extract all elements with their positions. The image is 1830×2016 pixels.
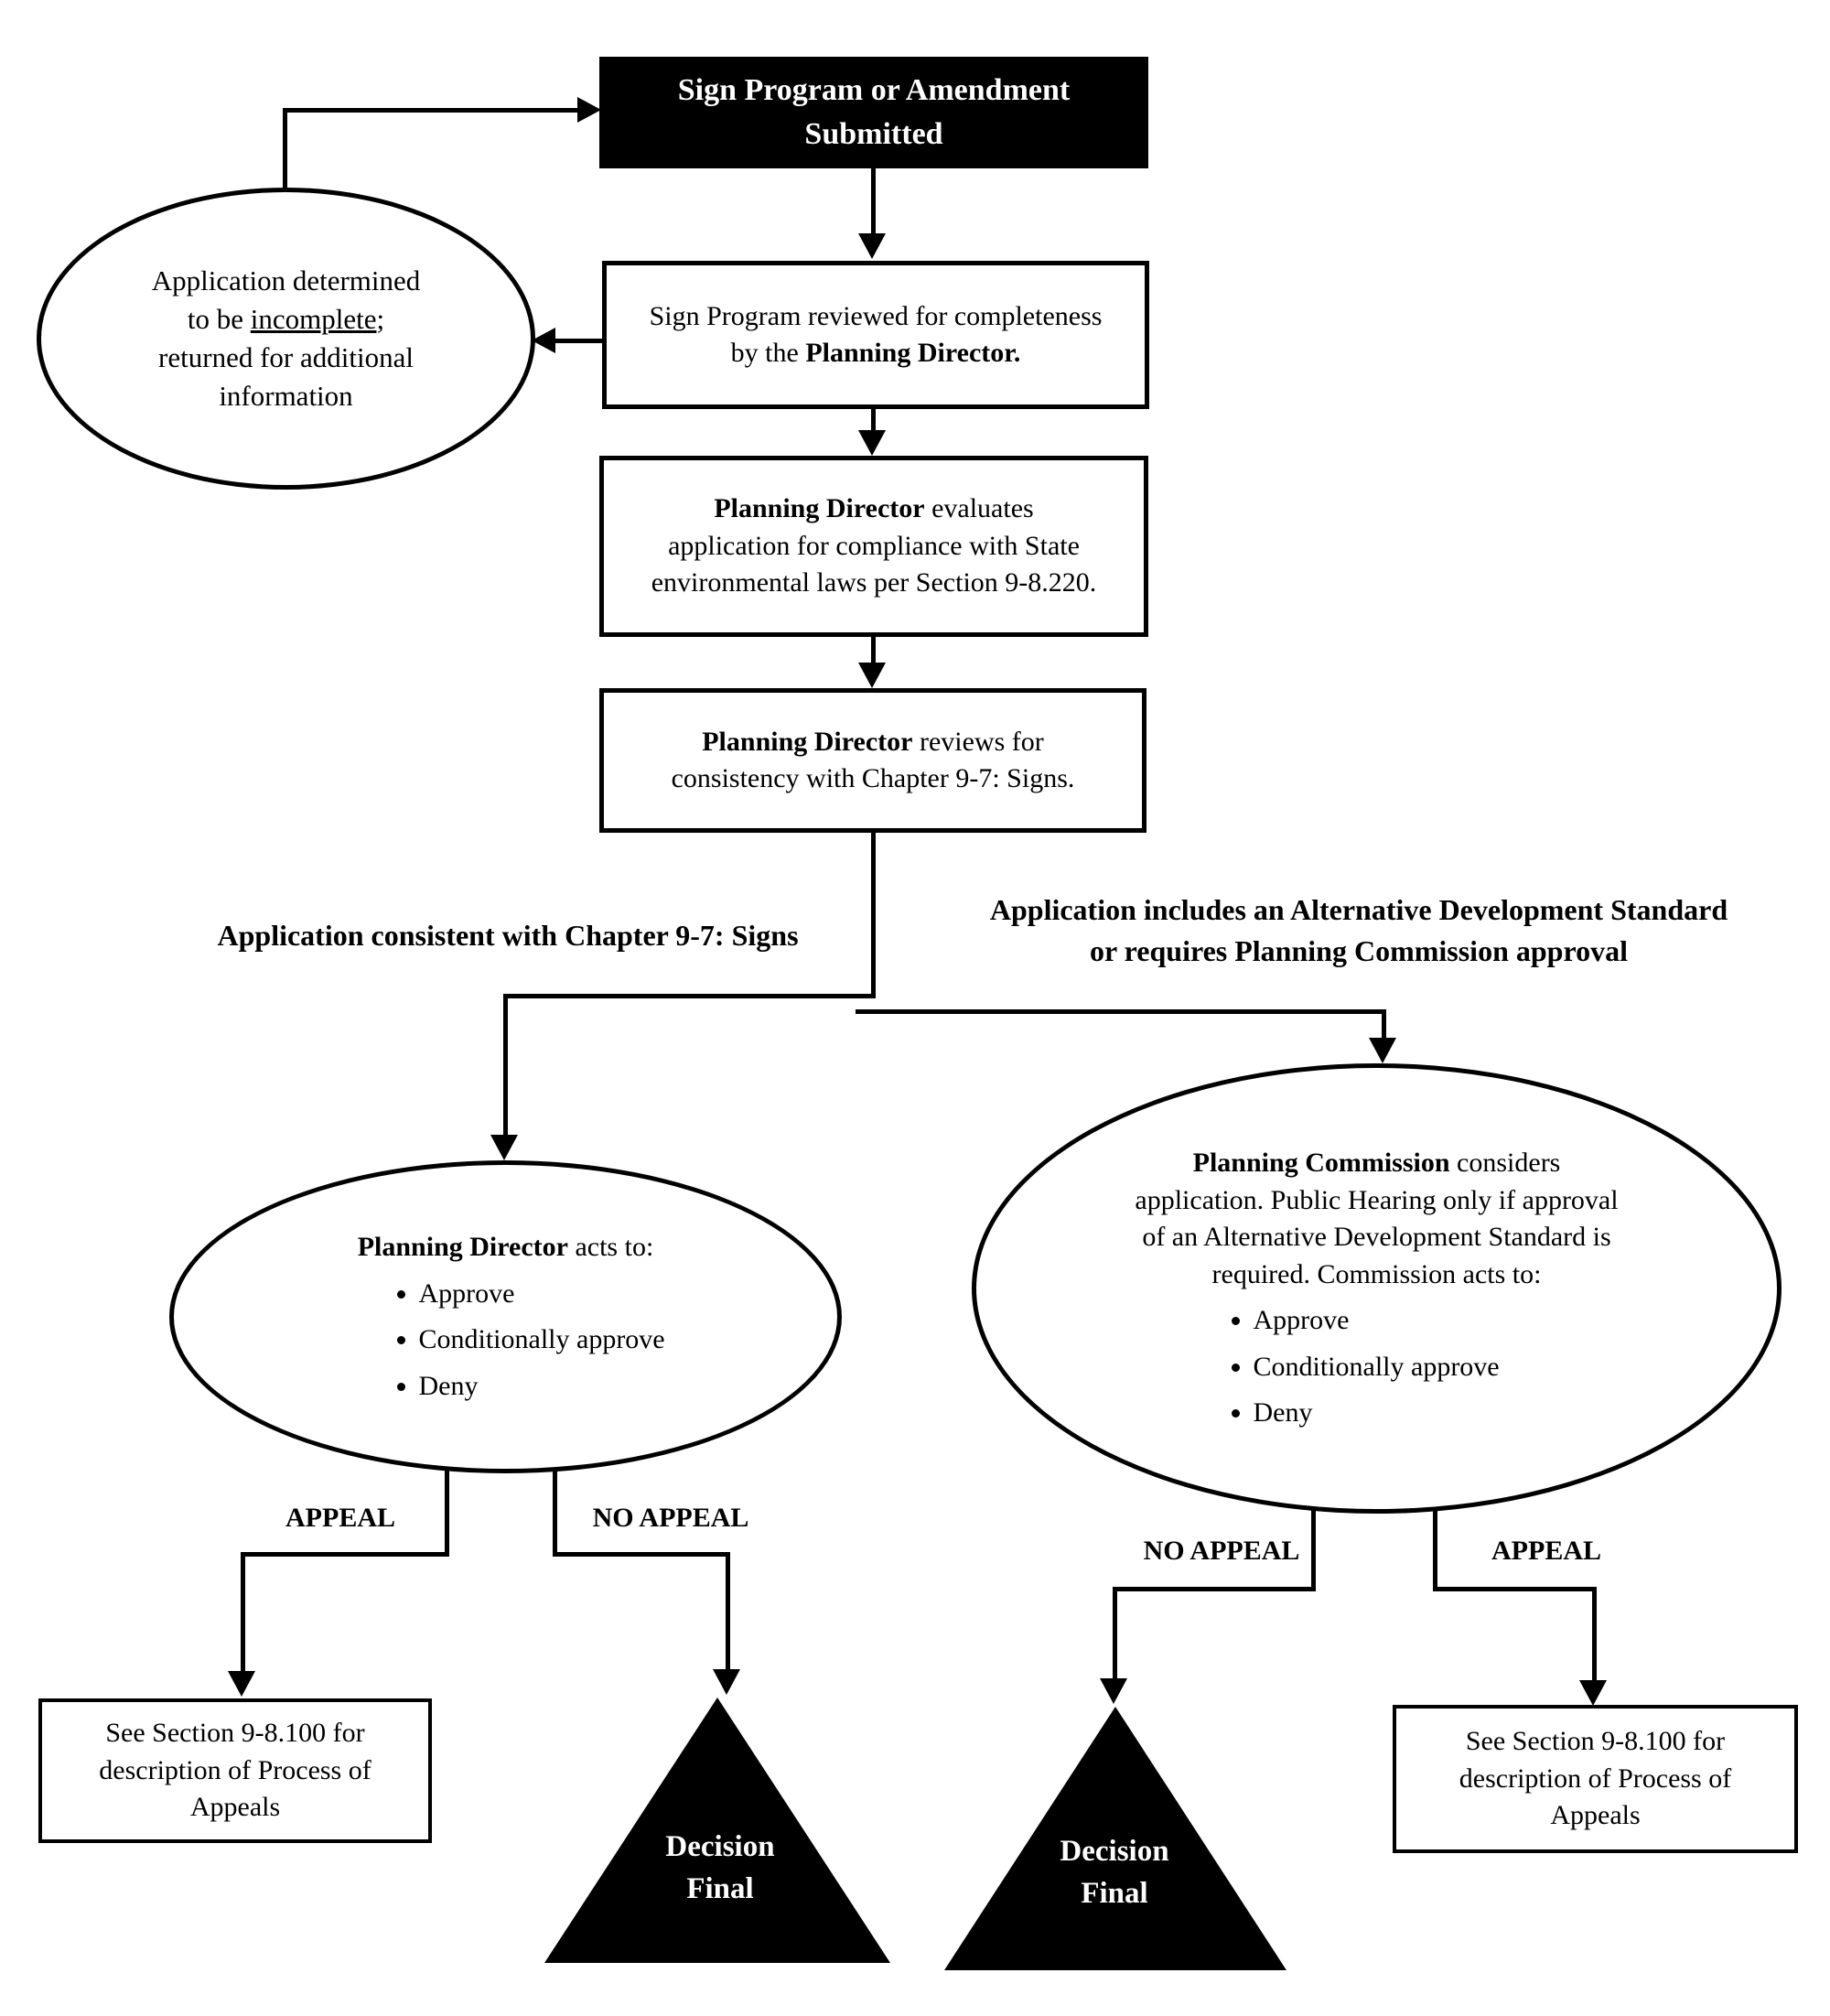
director-ellipse	[169, 1160, 842, 1473]
arrowhead-into-appeals-right-icon	[1579, 1680, 1607, 1706]
branch-left-label: Application consistent with Chapter 9-7: Signs	[217, 919, 799, 952]
decision-final-label-left: Decision Final	[665, 1830, 775, 1906]
director-action-item: • Approve	[419, 1276, 744, 1313]
arrowhead-into-decision-left-icon	[713, 1669, 740, 1695]
connector-director-appeal-vertical	[241, 1552, 245, 1671]
director-action-item: • Conditionally approve	[419, 1321, 744, 1359]
incomplete-ellipse	[37, 188, 535, 490]
start-node-line2: Submitted	[804, 117, 943, 151]
branch-right-label-line1: Application includes an Alternative Development Standard	[989, 893, 1728, 926]
commission-actions-list	[1048, 1302, 1706, 1432]
connector-branch-left-vertical	[503, 994, 508, 1135]
connector-director-noappeal-horizontal	[553, 1552, 730, 1557]
appeals-box-left-text: See Section 9-8.100 for description of Process of Appeals	[99, 1718, 371, 1823]
arrowhead-into-decision-right-icon	[1100, 1678, 1127, 1704]
appeals-box-right-text: See Section 9-8.100 for description of Process of Appeals	[1459, 1726, 1732, 1831]
arrowhead-into-director-icon	[490, 1135, 518, 1160]
start-node-line1: Sign Program or Amendment	[677, 73, 1071, 108]
appeals-box-right	[1393, 1705, 1798, 1853]
no-appeal-label-left: NO APPEAL	[592, 1503, 749, 1533]
branch-right-label-line2: or requires Planning Commission approval	[1090, 933, 1628, 967]
appeal-label-left: APPEAL	[285, 1503, 395, 1533]
no-appeal-label-right: NO APPEAL	[1143, 1536, 1300, 1566]
connector-feedback-horizontal	[283, 108, 585, 113]
commission-action-item: • Deny	[1254, 1395, 1706, 1432]
commission-action-item: • Conditionally approve	[1254, 1349, 1706, 1386]
connector-commission-noappeal-horizontal	[1113, 1587, 1316, 1591]
incomplete-ellipse-text: Application determined to be incomplete; returned for additional information	[151, 264, 421, 412]
connector-commission-appeal-horizontal	[1433, 1587, 1597, 1591]
appeals-box-left	[38, 1698, 432, 1843]
connector-branch-right-vertical	[1382, 1009, 1386, 1040]
connector-branch-right-horizontal	[856, 1009, 1386, 1014]
commission-ellipse	[972, 1063, 1782, 1514]
director-ellipse-heading: Planning Director acts to:	[357, 1232, 654, 1262]
connector-director-noappeal-vertical	[726, 1552, 730, 1669]
completeness-box	[602, 261, 1149, 409]
connector-commission-appeal-vertical	[1592, 1587, 1597, 1680]
arrowhead-into-environmental-icon	[858, 430, 886, 456]
completeness-box-text: Sign Program reviewed for completeness by the Planning Director.	[649, 300, 1103, 368]
start-node	[599, 57, 1148, 168]
connector-director-appeal-horizontal	[241, 1552, 449, 1557]
director-action-item: • Deny	[419, 1368, 744, 1406]
arrowhead-into-start-icon	[577, 97, 601, 123]
arrowhead-into-commission-icon	[1369, 1038, 1396, 1063]
connector-branch-left-horizontal	[503, 994, 876, 998]
environmental-box-text: Planning Director evaluates application for compliance with State environmental laws per Section 9-8.220.	[651, 493, 1097, 598]
environmental-box	[599, 456, 1148, 637]
appeal-label-right: APPEAL	[1491, 1536, 1601, 1566]
connector-feedback-vertical	[283, 110, 287, 190]
connector-completeness-to-incomplete	[554, 339, 604, 343]
director-ellipse-content	[268, 1229, 744, 1405]
arrowhead-into-completeness-icon	[858, 233, 886, 259]
arrowhead-into-appeals-left-icon	[228, 1671, 255, 1697]
commission-action-item: • Approve	[1254, 1302, 1706, 1340]
connector-commission-noappeal-vertical	[1113, 1587, 1117, 1678]
branch-right-label	[933, 889, 1784, 972]
consistency-box-text: Planning Director reviews for consistency with Chapter 9-7: Signs.	[671, 726, 1075, 793]
connector-completeness-to-environmental	[871, 408, 876, 432]
decision-final-label-right: Decision Final	[1060, 1835, 1169, 1911]
connector-environmental-to-consistency	[871, 636, 876, 663]
director-actions-list	[268, 1276, 744, 1406]
arrowhead-into-consistency-icon	[858, 663, 886, 688]
consistency-box	[599, 688, 1146, 833]
connector-start-to-completeness	[871, 167, 876, 233]
commission-ellipse-paragraph: Planning Commission considers application. Public Hearing only if approval of an Alternative Development Standard is required. Commission acts to:	[1135, 1148, 1619, 1289]
commission-ellipse-content	[1048, 1145, 1706, 1432]
